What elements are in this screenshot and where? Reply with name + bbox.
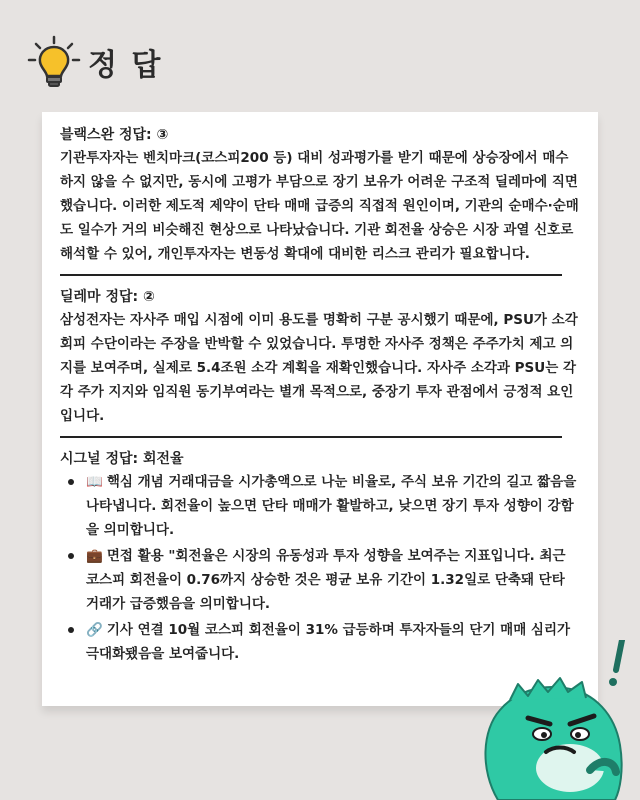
- page-title: 정 답: [88, 48, 163, 83]
- book-icon: 📖: [86, 474, 103, 490]
- dilemma-section: [60, 286, 580, 428]
- section-title: 딜레마 정답: ②: [60, 289, 155, 305]
- answer-card: [42, 112, 598, 706]
- bullet-text: 면접 활용 "회전율은 시장의 유동성과 투자 성향을 보여주는 지표입니다. 최근 코스피 회전율이 0.76까지 상승한 것은 평균 보유 기간이 1.32일로 단축돼 단타 거래가 급증했음을 의미합니다.: [86, 548, 566, 612]
- dinosaur-mascot-icon: [470, 640, 640, 800]
- link-icon: 🔗: [86, 622, 103, 638]
- section-title: 블랙스완 정답: ③: [60, 127, 169, 143]
- bullet-text: 기사 연결 10월 코스피 회전율이 31% 급등하며 투자자들의 단기 매매 심리가 극대화됐음을 보여줍니다.: [86, 622, 571, 662]
- section-body: 기관투자자는 벤치마크(코스피200 등) 대비 성과평가를 받기 때문에 상승장에서 매수하지 않을 수 없지만, 동시에 고평가 부담으로 장기 보유가 어려운 구조적 딜레마에 직면했습니다. 이러한 제도적 제약이 단타 매매 급증의 직접적 원인이며, 기관의 순매수·순매도 일수가 거의 비슷해진 현상으로 나타났습니다. 기관 회전율 상승은 시장 과열 신호로 해석할 수 있어, 개인투자자는 변동성 확대에 대비한 리스크 관리가 필요합니다.: [60, 150, 579, 262]
- page-header: [26, 34, 162, 90]
- signal-section: [60, 448, 580, 666]
- list-item: [60, 470, 580, 542]
- section-title: 시그널 정답: 회전율: [60, 451, 184, 467]
- lightbulb-icon: [26, 34, 82, 90]
- divider: [60, 436, 562, 438]
- section-body: 삼성전자는 자사주 매입 시점에 이미 용도를 명확히 구분 공시했기 때문에, PSU가 소각 회피 수단이라는 주장을 반박할 수 있었습니다. 투명한 자사주 정책은 주주가치 제고 의지를 보여주며, 실제로 5.4조원 소각 계획을 재확인했습니다. 자사주 소각과 PSU는 각각 주가 지지와 임직원 동기부여라는 별개 목적으로, 중장기 투자 관점에서 긍정적 요인입니다.: [60, 312, 578, 424]
- bullet-text: 핵심 개념 거래대금을 시가총액으로 나눈 비율로, 주식 보유 기간의 길고 짧음을 나타냅니다. 회전율이 높으면 단타 매매가 활발하고, 낮으면 장기 투자 성향이 강함을 의미합니다.: [86, 474, 577, 538]
- list-item: [60, 544, 580, 616]
- briefcase-icon: 💼: [86, 548, 103, 564]
- blackswan-section: [60, 124, 580, 266]
- signal-bullet-list: [60, 470, 580, 666]
- divider: [60, 274, 562, 276]
